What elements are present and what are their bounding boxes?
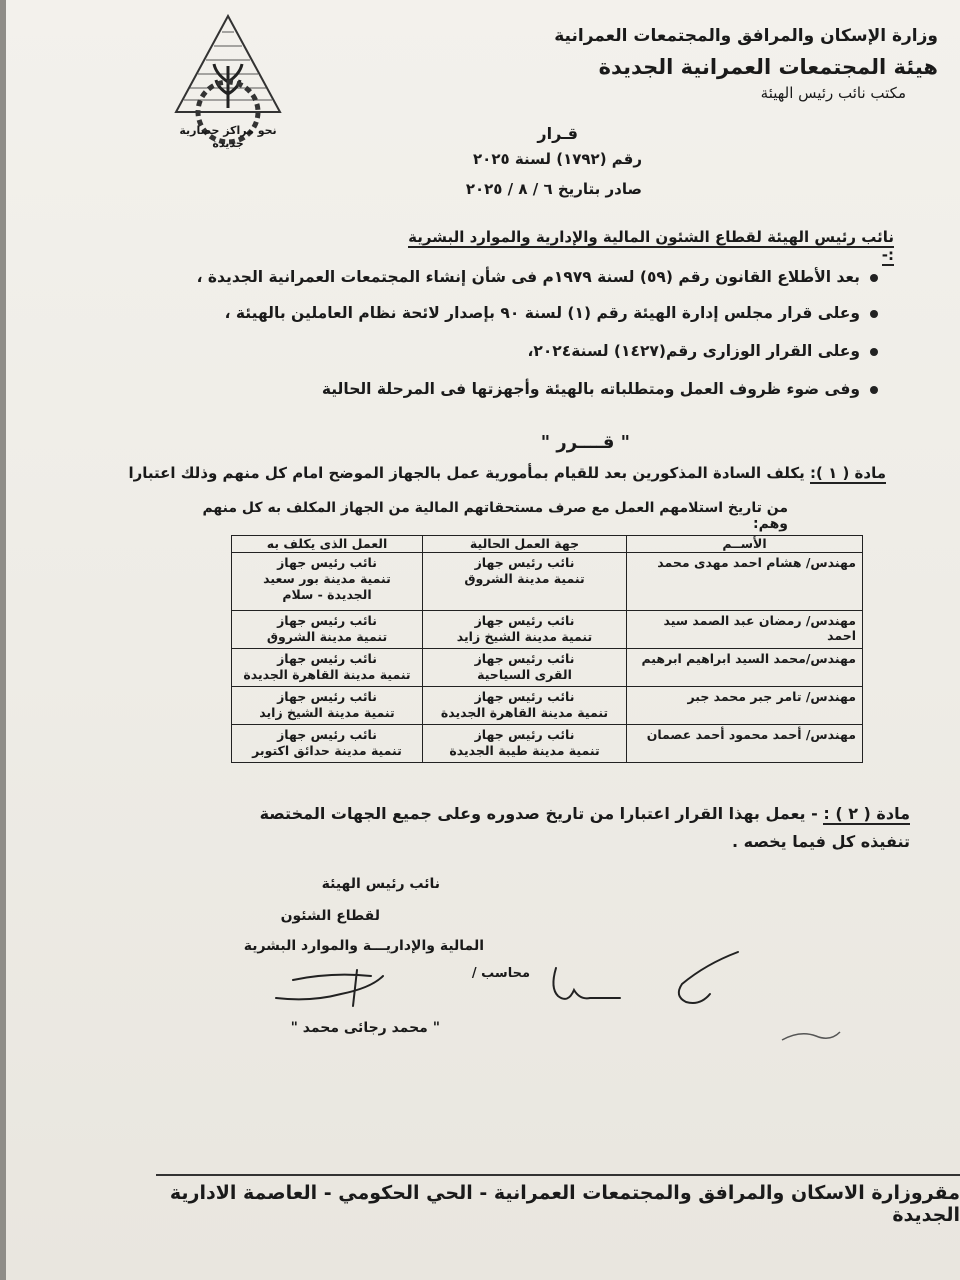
table-row: [232, 611, 863, 649]
decision-date: صادر بتاريخ ٦ / ٨ / ٢٠٢٥: [465, 180, 642, 198]
ministry-name: وزارة الإسكان والمرافق والمجتمعات العمرانية: [554, 26, 938, 46]
bullet-icon: [870, 274, 878, 282]
preamble-text: وعلى قرار مجلس إدارة الهيئة رقم (١) لسنة ٩٠ بإصدار لائحة نظام العاملين بالهيئة ،: [224, 304, 860, 322]
signature-main-icon: [271, 966, 391, 1016]
decision-number: رقم (١٧٩٢) لسنة ٢٠٢٥: [473, 150, 642, 168]
signature-small-icon: [776, 1022, 846, 1050]
assignments-table-wrap: [231, 535, 862, 763]
column-header-current: جهة العمل الحالية: [423, 536, 627, 553]
cell-name: مهندس/محمد السيد ابراهيم ابرهيم: [627, 649, 863, 687]
article-1-line-1: [96, 464, 886, 482]
office-name: مكتب نائب رئيس الهيئة: [760, 84, 906, 102]
signatory-title-3: المالية والإداريـــة والموارد البشرية: [243, 938, 484, 954]
authority-name: هيئة المجتمعات العمرانية الجديدة: [598, 55, 938, 79]
cell-current: نائب رئيس جهاز تنمية مدينة طيبة الجديدة: [423, 725, 627, 763]
cell-name: مهندس/ هشام احمد مهدى محمد: [627, 553, 863, 611]
signature-accountant-icon: [546, 964, 626, 1006]
logo-caption: نحو مراكز حضارية جديدة: [179, 124, 277, 150]
cell-assigned: نائب رئيس جهاز تنمية مدينة بور سعيد الجديدة - سلام: [232, 553, 423, 611]
cell-assigned: نائب رئيس جهاز تنمية مدينة القاهرة الجديدة: [232, 649, 423, 687]
cell-current: نائب رئيس جهاز القرى السياحية: [423, 649, 627, 687]
decision-title: قـرار: [537, 124, 578, 143]
cell-assigned: نائب رئيس جهاز تنمية مدينة الشيخ زايد: [232, 687, 423, 725]
document-page: [6, 0, 960, 1280]
decides-heading: " قــــرر ": [540, 432, 630, 453]
cell-assigned: نائب رئيس جهاز تنمية مدينة حدائق اكتوبر: [232, 725, 423, 763]
column-header-assigned: العمل الذى يكلف به: [232, 536, 423, 553]
issuer-line: [394, 228, 894, 264]
signature-initial-icon: [666, 948, 746, 1008]
article-2-text: - يعمل بهذا القرار اعتبارا من تاريخ صدوره وعلى جميع الجهات المختصة تنفيذه كل فيما يخصه .: [259, 804, 910, 851]
cell-current: نائب رئيس جهاز تنمية مدينة الشيخ زايد: [423, 611, 627, 649]
cell-current: نائب رئيس جهاز تنمية مدينة القاهرة الجديدة: [423, 687, 627, 725]
bullet-icon: [870, 386, 878, 394]
bullet-icon: [870, 310, 878, 318]
table-row: [232, 553, 863, 611]
article-2-label: مادة ( ٢ ) :: [823, 804, 910, 823]
preamble-item: [118, 342, 878, 360]
preamble-text: وعلى القرار الوزارى رقم(١٤٢٧) لسنة٢٠٢٤،: [527, 342, 860, 360]
cell-name: مهندس/ أحمد محمود أحمد عصمان: [627, 725, 863, 763]
signatory-name: " محمد رجائى محمد ": [290, 1020, 440, 1036]
cell-assigned: نائب رئيس جهاز تنمية مدينة الشروق: [232, 611, 423, 649]
footer-divider: [156, 1174, 960, 1176]
preamble-item: [118, 304, 878, 322]
article-1-text: يكلف السادة المذكورين بعد للقيام بمأمورية عمل بالجهاز الموضح امام كل منهم وذلك اعتبارا: [128, 464, 805, 482]
cell-current: نائب رئيس جهاز تنمية مدينة الشروق: [423, 553, 627, 611]
bullet-icon: [870, 348, 878, 356]
column-header-name: الأســم: [627, 536, 863, 553]
preamble-text: وفى ضوء ظروف العمل ومتطلباته بالهيئة وأجهزتها فى المرحلة الحالية: [321, 380, 860, 398]
article-1-label: مادة ( ١ ):: [809, 464, 886, 482]
table-row: [232, 687, 863, 725]
table-header-row: [232, 536, 863, 553]
authority-logo: [168, 12, 288, 150]
preamble-item: [118, 380, 878, 398]
issuer-title: نائب رئيس الهيئة لقطاع الشئون المالية والإدارية والموارد البشرية :-: [408, 228, 894, 264]
footer-address-1: مقروزارة الاسكان والمرافق والمجتمعات العمرانية - الحي الحكومي - العاصمة الادارية الجديدة: [169, 1182, 960, 1226]
cell-name: مهندس/ تامر جبر محمد جبر: [627, 687, 863, 725]
assignments-table: [231, 535, 863, 763]
signatory-title-1: نائب رئيس الهيئة: [321, 876, 440, 892]
signatory-title-2: لقطاع الشئون: [280, 908, 380, 924]
preamble-item: [118, 268, 878, 286]
article-1-line-2: من تاريخ استلامهم العمل مع صرف مستحقاتهم المالية من الجهاز المكلف به كل منهم وهم:: [202, 500, 788, 532]
accountant-label: محاسب /: [471, 966, 530, 981]
article-2: [220, 800, 910, 856]
preamble-text: بعد الأطلاع القانون رقم (٥٩) لسنة ١٩٧٩م فى شأن إنشاء المجتمعات العمرانية الجديدة ،: [196, 268, 860, 286]
cell-name: مهندس/ رمضان عبد الصمد سيد احمد: [627, 611, 863, 649]
table-row: [232, 725, 863, 763]
table-row: [232, 649, 863, 687]
